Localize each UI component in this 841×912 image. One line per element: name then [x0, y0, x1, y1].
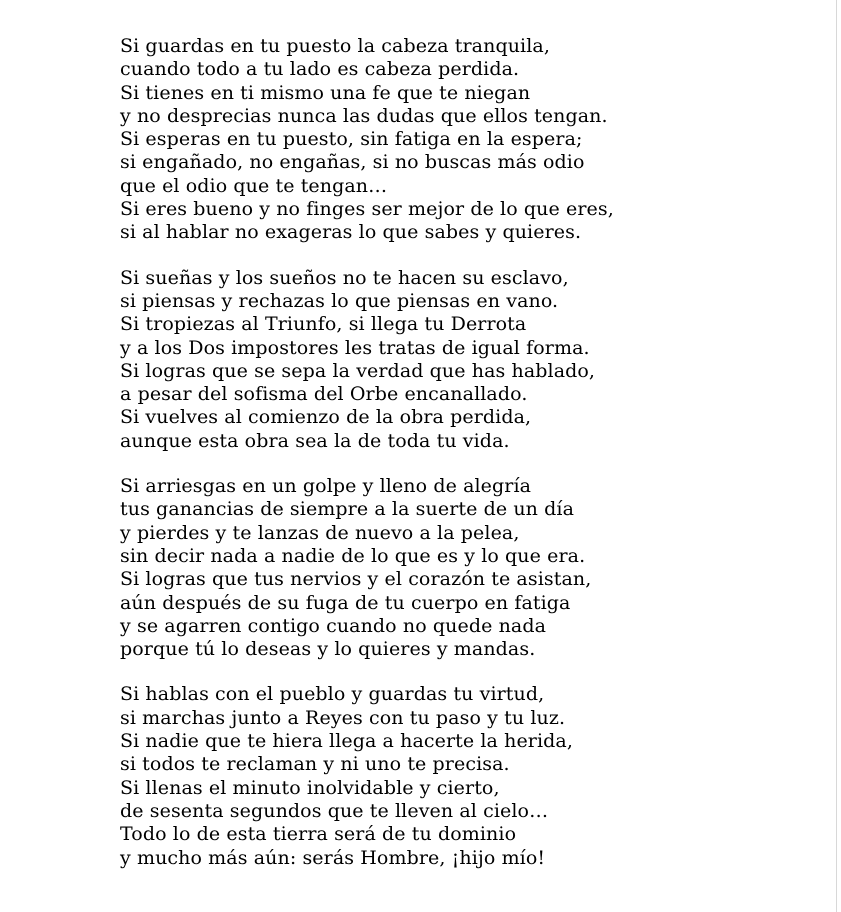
poem-line: y mucho más aún: serás Hombre, ¡hijo mío! [120, 846, 546, 869]
poem-line: si marchas junto a Reyes con tu paso y tu luz. [120, 706, 566, 729]
poem-body [120, 35, 614, 892]
poem-line: Si sueñas y los sueños no te hacen su esclavo, [120, 266, 569, 289]
poem-line: Si llenas el minuto inolvidable y cierto, [120, 776, 500, 799]
poem-line: a pesar del sofisma del Orbe encanallado. [120, 383, 528, 406]
poem-line: Si eres bueno y no finges ser mejor de lo que eres, [120, 198, 614, 221]
poem-line: y se agarren contigo cuando no quede nada [120, 614, 547, 637]
poem-line: Si arriesgas en un golpe y lleno de alegría [120, 475, 532, 498]
poem-line: Todo lo de esta tierra será de tu dominio [120, 823, 517, 846]
poem-line: Si vuelves al comienzo de la obra perdida, [120, 406, 532, 429]
poem-line: y no desprecias nunca las dudas que ellos tengan. [120, 104, 608, 127]
poem-line: Si esperas en tu puesto, sin fatiga en la espera; [120, 128, 583, 151]
poem-line: de sesenta segundos que te lleven al cielo… [120, 799, 549, 822]
poem-line: Si logras que se sepa la verdad que has hablado, [120, 359, 596, 382]
poem-line: y a los Dos impostores les tratas de igual forma. [120, 336, 590, 359]
poem-line: Si hablas con el pueblo y guardas tu virtud, [120, 683, 545, 706]
poem-line: cuando todo a tu lado es cabeza perdida. [120, 58, 520, 81]
poem-line: aunque esta obra sea la de toda tu vida. [120, 429, 510, 452]
poem-line: aún después de su fuga de tu cuerpo en fatiga [120, 591, 571, 614]
poem-line: tus ganancias de siempre a la suerte de un día [120, 498, 575, 521]
stanza-4 [120, 683, 614, 869]
poem-line: si engañado, no engañas, si no buscas más odio [120, 151, 585, 174]
poem-line: Si tienes en ti mismo una fe que te niegan [120, 81, 531, 104]
page-edge-divider [836, 0, 837, 912]
poem-line: si piensas y rechazas lo que piensas en vano. [120, 289, 559, 312]
poem-line: si al hablar no exageras lo que sabes y quieres. [120, 221, 582, 244]
poem-line: porque tú lo deseas y lo quieres y mandas. [120, 638, 536, 661]
poem-line: si todos te reclaman y ni uno te precisa. [120, 753, 510, 776]
poem-line: y pierdes y te lanzas de nuevo a la pelea, [120, 521, 520, 544]
poem-line: que el odio que te tengan… [120, 174, 388, 197]
poem-line: Si tropiezas al Triunfo, si llega tu Derrota [120, 313, 527, 336]
stanza-1 [120, 35, 614, 245]
stanza-2 [120, 267, 614, 453]
poem-line: Si logras que tus nervios y el corazón te asistan, [120, 568, 592, 591]
poem-line: sin decir nada a nadie de lo que es y lo que era. [120, 544, 586, 567]
stanza-3 [120, 475, 614, 661]
poem-line: Si nadie que te hiera llega a hacerte la herida, [120, 730, 573, 753]
poem-line: Si guardas en tu puesto la cabeza tranquila, [120, 35, 550, 57]
